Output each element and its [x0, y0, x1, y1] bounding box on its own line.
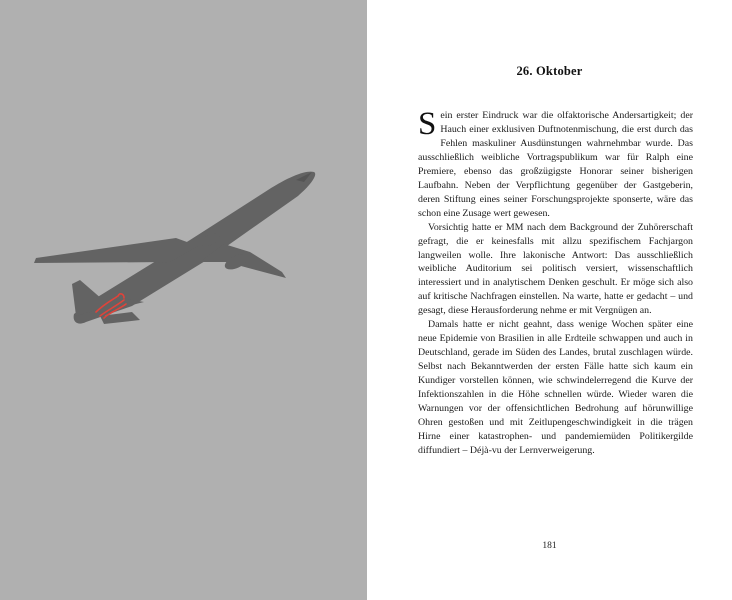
chapter-title: 26. Oktober: [516, 64, 583, 78]
paragraph-1-text: ein erster Eindruck war die olfaktorische Andersartigkeit; der Hauch einer exklusiven Duftnotenmischung, die erst durch das Fehlen maskuliner Ausdünstungen wahrnehmbar wurde. Das ausschließlich weibliche Vortragspublikum war für Ralph eine Premiere, ebenso das großzügigste Honorar seiner bisherigen Laufbahn. Neben der Verpflichtung gegenüber der Gastgeberin, deren Stiftung eines seiner Forschungsprojekte sponserte, wäre das schon eine Zusage wert gewesen.: [418, 110, 693, 219]
paragraph-1: [418, 106, 693, 221]
drop-cap: S: [418, 106, 437, 142]
page-number: 181: [542, 541, 557, 551]
body-text: [418, 106, 693, 458]
paragraph-2: Vorsichtig hatte er MM nach dem Background der Zuhörerschaft gefragt, die er keinesfalls mit allzu spezifischem Fachjargon langweilen wolle. Ihre lakonische Antwort: Das ausschließlich weibliche Auditorium sei politisch versiert, wissenschaftlich interessiert und in analytischem Denken geschult. Er möge sich also auf kritische Nachfragen einstellen. Na warte, hatte er gedacht – und gesagt, diese Herausforderung nehme er mit Vergnügen an.: [418, 221, 693, 317]
paragraph-3: Damals hatte er nicht geahnt, dass wenige Wochen später eine neue Epidemie von Brasilien in alle Erdteile schwappen und auch in Deutschland, gerade im Süden des Landes, brutal zuschlagen würde. Selbst nach Bekanntwerden der ersten Fälle hatte sich kaum ein Kundiger vorstellen können, wie schwindelerregend die Kurve der Infektionszahlen in die Höhe schnellen würde. Wieder waren die Warnungen vor der offensichtlichen Bedrohung auf hörunwillige Ohren gestoßen und mit Zeitlupengeschwindigkeit in die trägen Hirne einer katastrophen- und pandemiemüden Politikergilde diffundiert – Déjà-vu der Lernverweigerung.: [418, 319, 693, 456]
right-page-text: [367, 0, 732, 600]
plane-wing-far: [34, 238, 198, 263]
